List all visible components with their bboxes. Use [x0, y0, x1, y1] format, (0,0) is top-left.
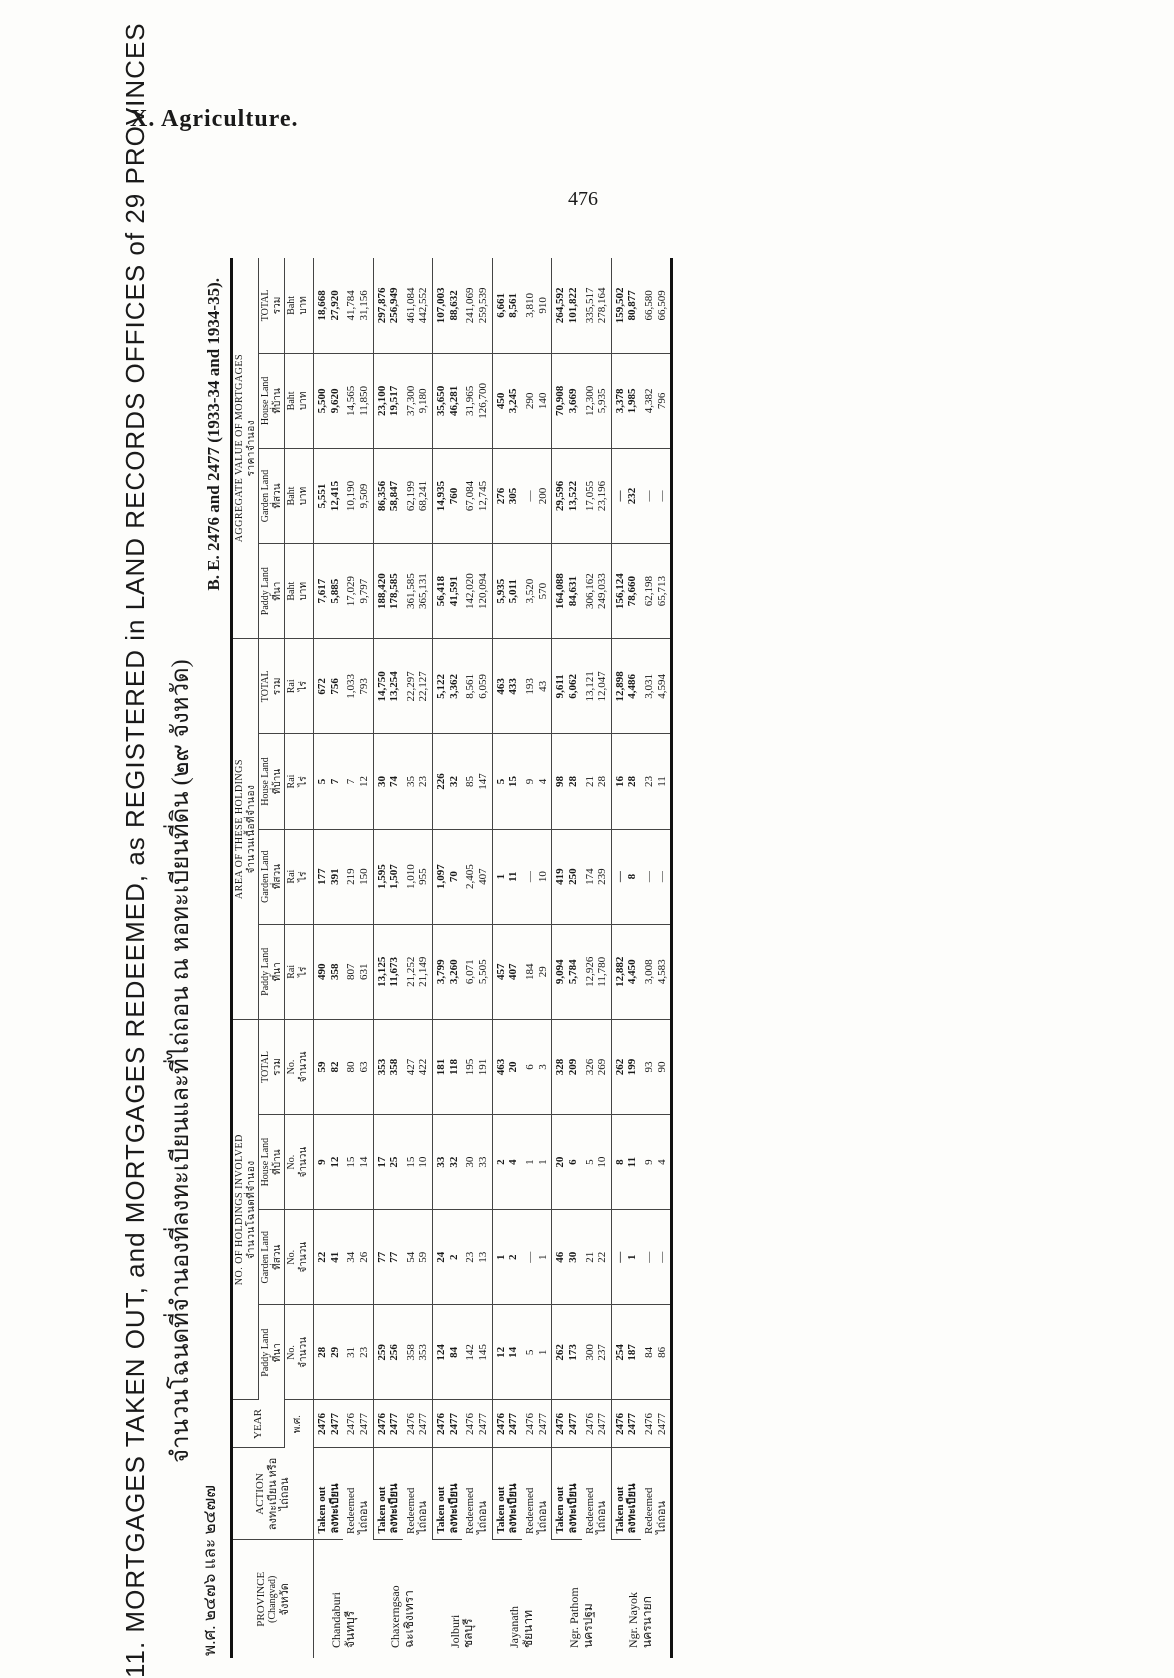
value-cell: 16 28	[611, 734, 641, 829]
value-cell: — 8	[611, 829, 641, 924]
unit-label: No. จำนวน	[285, 1115, 314, 1210]
value-cell: 37,300 9,180	[403, 353, 433, 448]
province-name: Chandaburi จันทบุรี	[328, 1592, 357, 1648]
value-cell: 9,611 6,062	[552, 639, 582, 734]
value-cell: 461,084 442,552	[403, 258, 433, 353]
value-cell: 1,010 955	[403, 829, 433, 924]
unit-label: No. จำนวน	[285, 1305, 314, 1400]
value-cell: 33 32	[433, 1115, 463, 1210]
unit-label: Baht บาท	[285, 544, 314, 639]
value-cell: 21 22	[582, 1210, 612, 1305]
value-cell: 8,561 6,059	[462, 639, 492, 734]
subheader-house: House Land ที่บ้าน	[259, 734, 285, 829]
value-cell: 254 187	[611, 1305, 641, 1400]
unit-label: No. จำนวน	[285, 1019, 314, 1114]
value-cell: 2 4	[492, 1115, 522, 1210]
action-label: Redeemed ไถ่ถอน	[641, 1448, 672, 1540]
value-cell: 335,517 278,164	[582, 258, 612, 353]
value-cell: 142 145	[462, 1305, 492, 1400]
value-cell: — 232	[611, 448, 641, 543]
value-cell: 7,617 5,885	[314, 544, 344, 639]
unit-label: Baht บาท	[285, 258, 314, 353]
value-cell: 188,420 178,585	[373, 544, 403, 639]
value-cell: 77 77	[373, 1210, 403, 1305]
value-cell: 21 28	[582, 734, 612, 829]
value-cell: 56,418 41,591	[433, 544, 463, 639]
subheader-total: TOTAL รวม	[259, 639, 285, 734]
unit-label: Rai ไร่	[285, 924, 314, 1019]
value-cell: 195 191	[462, 1019, 492, 1114]
value-cell: 18,668 27,920	[314, 258, 344, 353]
year-cell: 2476 2477	[433, 1400, 463, 1448]
value-cell: 67,084 12,745	[462, 448, 492, 543]
value-cell: 66,580 66,509	[641, 258, 672, 353]
year-cell: 2476 2477	[522, 1400, 552, 1448]
value-cell: 17,055 23,196	[582, 448, 612, 543]
table-title-thai: จำนวนโฉนดที่จำนองที่ลงทะเบียนและที่ไถ่ถอน ณ หอทะเบียนที่ดิน (๒๙ จังหวัด)	[168, 659, 194, 1463]
value-cell: 450 3,245	[492, 353, 522, 448]
value-cell: 358 353	[403, 1305, 433, 1400]
value-cell: 20 6	[552, 1115, 582, 1210]
value-cell: 23 13	[462, 1210, 492, 1305]
value-cell: 5 1	[522, 1305, 552, 1400]
value-cell: 326 269	[582, 1019, 612, 1114]
group-value: AGGREGATE VALUE OF MORTGAGES ราคาจำนอง	[232, 258, 259, 639]
value-cell: — 200	[522, 448, 552, 543]
table-row	[552, 258, 582, 1658]
value-cell: 12,882 4,450	[611, 924, 641, 1019]
value-cell: 5,122 3,362	[433, 639, 463, 734]
year-cell: 2476 2477	[492, 1400, 522, 1448]
value-cell: 9 12	[314, 1115, 344, 1210]
value-cell: 4,382 796	[641, 353, 672, 448]
year-cell: 2476 2477	[641, 1400, 672, 1448]
mortgage-table-wrapper	[230, 258, 673, 1658]
value-cell: 31 23	[343, 1305, 373, 1400]
value-cell: 15 10	[403, 1115, 433, 1210]
value-cell: 3,008 4,583	[641, 924, 672, 1019]
province-name: Jolburi ชลบุรี	[447, 1614, 476, 1648]
value-cell: 59 82	[314, 1019, 344, 1114]
action-label: Taken out ลงทะเบียน	[373, 1448, 403, 1540]
value-cell: 17,029 9,797	[343, 544, 373, 639]
value-cell: 672 756	[314, 639, 344, 734]
value-cell: 12,898 4,486	[611, 639, 641, 734]
table-row	[343, 258, 373, 1658]
value-cell: 3,799 3,260	[433, 924, 463, 1019]
table-row	[611, 258, 641, 1658]
year-cell: 2476 2477	[314, 1400, 344, 1448]
col-action: ACTION ลงทะเบียน หรือ ไถ่ถอน	[232, 1448, 314, 1540]
value-cell: 177 391	[314, 829, 344, 924]
value-cell: 262 173	[552, 1305, 582, 1400]
value-cell: 807 631	[343, 924, 373, 1019]
year-cell: 2476 2477	[343, 1400, 373, 1448]
table-row	[373, 258, 403, 1658]
action-label: Redeemed ไถ่ถอน	[462, 1448, 492, 1540]
subheader-paddy: Paddy Land ที่นา	[259, 544, 285, 639]
value-cell: 14,935 760	[433, 448, 463, 543]
section-header: X. Agriculture.	[130, 106, 299, 132]
value-cell: 12 14	[492, 1305, 522, 1400]
value-cell: 6,661 8,561	[492, 258, 522, 353]
table-header	[232, 258, 314, 1658]
value-cell: 28 29	[314, 1305, 344, 1400]
value-cell: 3,031 4,594	[641, 639, 672, 734]
value-cell: 80 63	[343, 1019, 373, 1114]
value-cell: 41,784 31,156	[343, 258, 373, 353]
value-cell: 54 59	[403, 1210, 433, 1305]
value-cell: 12,300 5,935	[582, 353, 612, 448]
province-name: Jayanath ชัยนาท	[507, 1606, 535, 1648]
value-cell: 164,088 84,631	[552, 544, 582, 639]
value-cell: 3,378 1,985	[611, 353, 641, 448]
value-cell: 297,876 256,949	[373, 258, 403, 353]
value-cell: 1 1	[522, 1115, 552, 1210]
subheader-house: House Land ที่บ้าน	[259, 353, 285, 448]
province-name: Chaxerngsao ฉะเชิงเทรา	[388, 1585, 416, 1648]
value-cell: 8 11	[611, 1115, 641, 1210]
value-cell: 22 41	[314, 1210, 344, 1305]
year-range-english: B. E. 2476 and 2477 (1933-34 and 1934-35).	[204, 278, 223, 591]
value-cell: 1,595 1,507	[373, 829, 403, 924]
value-cell: 5,935 5,011	[492, 544, 522, 639]
action-label: Taken out ลงทะเบียน	[492, 1448, 522, 1540]
value-cell: 241,069 259,539	[462, 258, 492, 353]
action-label: Taken out ลงทะเบียน	[314, 1448, 344, 1540]
group-area: AREA OF THESE HOLDINGS จำนวนเนื้อที่จำนอง	[232, 639, 259, 1020]
subheader-garden: Garden Land ที่สวน	[259, 829, 285, 924]
value-cell: 1,097 70	[433, 829, 463, 924]
value-cell: 98 28	[552, 734, 582, 829]
unit-label: Baht บาท	[285, 448, 314, 543]
table-body	[314, 258, 672, 1658]
value-cell: 5 10	[582, 1115, 612, 1210]
value-cell: 124 84	[433, 1305, 463, 1400]
value-cell: 290 140	[522, 353, 552, 448]
year-cell: 2476 2477	[582, 1400, 612, 1448]
table-row	[433, 258, 463, 1658]
value-cell: 14,565 11,850	[343, 353, 373, 448]
year-cell: 2476 2477	[552, 1400, 582, 1448]
year-cell: 2476 2477	[462, 1400, 492, 1448]
action-label: Redeemed ไถ่ถอน	[582, 1448, 612, 1540]
value-cell: 427 422	[403, 1019, 433, 1114]
value-cell: 419 250	[552, 829, 582, 924]
table-row	[641, 258, 672, 1658]
value-cell: 62,198 65,713	[641, 544, 672, 639]
value-cell: 5,551 12,415	[314, 448, 344, 543]
table-row	[582, 258, 612, 1658]
action-label: Redeemed ไถ่ถอน	[343, 1448, 373, 1540]
value-cell: 3,520 570	[522, 544, 552, 639]
table-row	[522, 258, 552, 1658]
action-label: Taken out ลงทะเบียน	[552, 1448, 582, 1540]
value-cell: 23,100 19,517	[373, 353, 403, 448]
value-cell: 30 33	[462, 1115, 492, 1210]
value-cell: 14,750 13,254	[373, 639, 403, 734]
value-cell: 9 4	[641, 1115, 672, 1210]
value-cell: 174 239	[582, 829, 612, 924]
value-cell: 24 2	[433, 1210, 463, 1305]
value-cell: — —	[641, 1210, 672, 1305]
value-cell: 21,252 21,149	[403, 924, 433, 1019]
value-cell: 1 2	[492, 1210, 522, 1305]
subheader-house: House Land ที่บ้าน	[259, 1115, 285, 1210]
value-cell: 84 86	[641, 1305, 672, 1400]
value-cell: 107,003 88,632	[433, 258, 463, 353]
col-year: YEAR	[232, 1400, 285, 1448]
value-cell: 264,592 101,822	[552, 258, 582, 353]
unit-label: Baht บาท	[285, 353, 314, 448]
value-cell: 159,502 80,877	[611, 258, 641, 353]
value-cell: 184 29	[522, 924, 552, 1019]
table-row	[403, 258, 433, 1658]
value-cell: 300 237	[582, 1305, 612, 1400]
value-cell: 10,190 9,509	[343, 448, 373, 543]
value-cell: — —	[641, 448, 672, 543]
value-cell: 193 43	[522, 639, 552, 734]
value-cell: 219 150	[343, 829, 373, 924]
value-cell: 6,071 5,505	[462, 924, 492, 1019]
subheader-paddy: Paddy Land ที่นา	[259, 1305, 285, 1400]
value-cell: 15 14	[343, 1115, 373, 1210]
year-cell: 2476 2477	[403, 1400, 433, 1448]
table-title: 11. MORTGAGES TAKEN OUT, and MORTGAGES REDEEMED, as REGISTERED in LAND RECORDS OFFICES of 29 PROVINCES	[120, 22, 150, 1678]
value-cell: 30 74	[373, 734, 403, 829]
action-label: Redeemed ไถ่ถอน	[403, 1448, 433, 1540]
value-cell: 353 358	[373, 1019, 403, 1114]
value-cell: 181 118	[433, 1019, 463, 1114]
value-cell: 29,596 13,522	[552, 448, 582, 543]
value-cell: 46 30	[552, 1210, 582, 1305]
value-cell: — —	[641, 829, 672, 924]
value-cell: 306,162 249,033	[582, 544, 612, 639]
value-cell: 85 147	[462, 734, 492, 829]
value-cell: 142,020 120,094	[462, 544, 492, 639]
subheader-garden: Garden Land ที่สวน	[259, 1210, 285, 1305]
table-row	[462, 258, 492, 1658]
value-cell: 7 12	[343, 734, 373, 829]
value-cell: 17 25	[373, 1115, 403, 1210]
page-number: 476	[568, 188, 598, 210]
value-cell: 361,585 365,131	[403, 544, 433, 639]
subheader-total: TOTAL รวม	[259, 1019, 285, 1114]
province-name: Ngr. Pathom นครปฐม	[566, 1587, 595, 1648]
action-label: Taken out ลงทะเบียน	[433, 1448, 463, 1540]
year-cell: 2476 2477	[373, 1400, 403, 1448]
value-cell: 22,297 22,127	[403, 639, 433, 734]
value-cell: 1 11	[492, 829, 522, 924]
value-cell: 70,908 3,669	[552, 353, 582, 448]
mortgage-table	[230, 258, 673, 1658]
value-cell: 23 11	[641, 734, 672, 829]
subheader-total: TOTAL รวม	[259, 258, 285, 353]
action-label: Taken out ลงทะเบียน	[611, 1448, 641, 1540]
value-cell: 93 90	[641, 1019, 672, 1114]
value-cell: 12,926 11,780	[582, 924, 612, 1019]
value-cell: 9,094 5,784	[552, 924, 582, 1019]
value-cell: 457 407	[492, 924, 522, 1019]
value-cell: 31,965 126,700	[462, 353, 492, 448]
value-cell: 5 15	[492, 734, 522, 829]
value-cell: 13,125 11,673	[373, 924, 403, 1019]
value-cell: 490 358	[314, 924, 344, 1019]
province-name: Ngr. Nayok นครนายก	[626, 1592, 654, 1648]
value-cell: — 1	[611, 1210, 641, 1305]
group-holdings: NO. OF HOLDINGS INVOLVED จำนวนโฉนดที่จำนอง	[232, 1019, 259, 1400]
value-cell: 463 433	[492, 639, 522, 734]
value-cell: 13,121 12,047	[582, 639, 612, 734]
value-cell: 156,124 78,660	[611, 544, 641, 639]
value-cell: 35 23	[403, 734, 433, 829]
value-cell: 34 26	[343, 1210, 373, 1305]
unit-label: No. จำนวน	[285, 1210, 314, 1305]
value-cell: — 10	[522, 829, 552, 924]
value-cell: 1,033 793	[343, 639, 373, 734]
year-range-thai: พ.ศ. ๒๔๗๖ และ ๒๔๗๗	[200, 1484, 219, 1656]
value-cell: 5 7	[314, 734, 344, 829]
action-label: Redeemed ไถ่ถอน	[522, 1448, 552, 1540]
value-cell: 6 3	[522, 1019, 552, 1114]
value-cell: 259 256	[373, 1305, 403, 1400]
value-cell: 226 32	[433, 734, 463, 829]
unit-label: Rai ไร่	[285, 639, 314, 734]
unit-label: Rai ไร่	[285, 734, 314, 829]
value-cell: 463 20	[492, 1019, 522, 1114]
value-cell: 2,405 407	[462, 829, 492, 924]
unit-label: Rai ไร่	[285, 829, 314, 924]
table-row	[492, 258, 522, 1658]
value-cell: 3,810 910	[522, 258, 552, 353]
value-cell: 9 4	[522, 734, 552, 829]
subheader-garden: Garden Land ที่สวน	[259, 448, 285, 543]
value-cell: 5,500 9,620	[314, 353, 344, 448]
value-cell: 86,356 58,847	[373, 448, 403, 543]
unit-year: พ.ศ.	[285, 1400, 314, 1448]
subheader-paddy: Paddy Land ที่นา	[259, 924, 285, 1019]
table-row	[314, 258, 344, 1658]
value-cell: — 1	[522, 1210, 552, 1305]
value-cell: 35,650 46,281	[433, 353, 463, 448]
year-cell: 2476 2477	[611, 1400, 641, 1448]
value-cell: 276 305	[492, 448, 522, 543]
value-cell: 328 209	[552, 1019, 582, 1114]
value-cell: 62,199 68,241	[403, 448, 433, 543]
value-cell: 262 199	[611, 1019, 641, 1114]
col-province: PROVINCE (Changvad) จังหวัด	[232, 1540, 314, 1658]
